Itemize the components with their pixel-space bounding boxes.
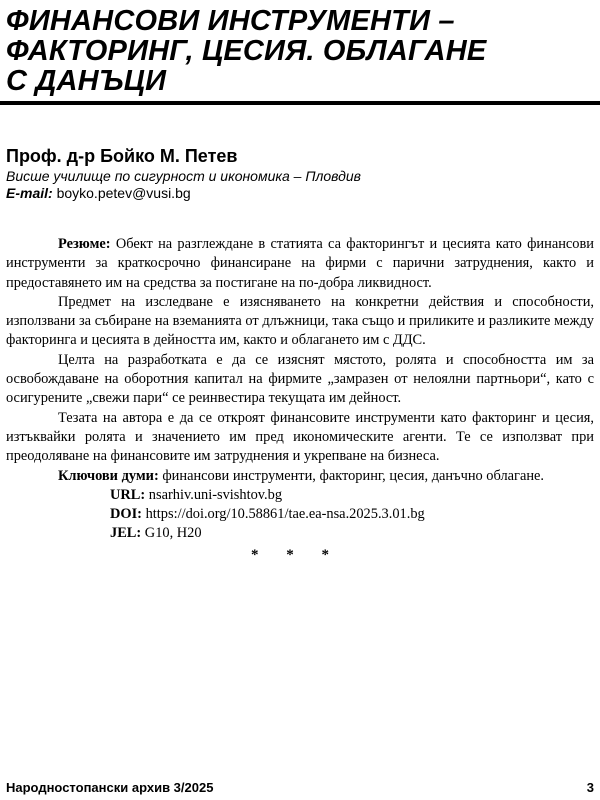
abstract-paragraph-1-text: Обект на разглеждане в статията са факторингът и цесията като финансови инструменти за краткосрочно финансиране на фирми с парични затруднения, както и предоставянето им на средства за постигане на по-добра ликвидност. <box>6 236 594 291</box>
abstract-paragraph-2: Предмет на изследване е изясняването на конкретни действия и способности, използвани за събиране на вземанията от длъжници, така също и приликите и разликите между факторинга и цесията в дейността им, както и облагането им с ДДС. <box>6 293 594 349</box>
email-address[interactable]: boyko.petev@vusi.bg <box>56 185 191 201</box>
jel-label: JEL: <box>110 525 142 542</box>
jel-line <box>6 524 594 543</box>
title-line-3: С ДАНЪЦИ <box>6 65 167 97</box>
title-underline-rule <box>0 101 600 105</box>
abstract-label: Резюме: <box>58 236 111 252</box>
section-separator: * * * <box>251 546 341 563</box>
author-name: Проф. д-р Бойко М. Петев <box>6 146 238 166</box>
url-link[interactable]: nsarhiv.uni-svishtov.bg <box>148 486 283 503</box>
url-label: URL: <box>110 486 146 503</box>
author-affiliation: Висше училище по сигурност и икономика – Пловдив <box>6 168 361 184</box>
title-line-1: ФИНАНСОВИ ИНСТРУМЕНТИ – <box>6 5 455 37</box>
doi-label: DOI: <box>110 506 142 523</box>
keywords-line <box>6 467 594 486</box>
keywords-label: Ключови думи: <box>58 467 159 484</box>
jel-codes: G10, H20 <box>144 525 202 542</box>
email-line <box>6 185 594 202</box>
abstract-paragraph-3: Целта на разработката е да се изяснят мястото, ролята и способността им за освобождаване на оборотния капитал на фирмите „замразен от нелоялни партньори“, като с осигурените „свежи пари“ се реинвестира текущата им дейност. <box>6 351 594 407</box>
abstract-paragraph-1 <box>6 235 594 293</box>
url-line <box>6 486 594 505</box>
author-block <box>6 145 594 202</box>
footer-page-number: 3 <box>586 780 594 795</box>
email-label: E-mail: <box>6 185 53 201</box>
abstract-section <box>6 235 594 565</box>
doi-link[interactable]: https://doi.org/10.58861/tae.ea-nsa.2025.3.01.bg <box>145 506 425 523</box>
footer-journal-title: Народностопански архив 3/2025 <box>6 780 214 795</box>
abstract-paragraph-4: Тезата на автора е да се откроят финансовите инструменти като факторинг и цесия, изтъквайки ролята и значението им пред икономическите агенти. Те се използват при преодоляване на финансовите им затруднения и укрепване на бизнеса. <box>6 409 594 465</box>
doi-line <box>6 505 594 524</box>
keywords-value: финансови инструменти, факторинг, цесия, данъчно облагане. <box>162 467 545 484</box>
article-title <box>6 6 594 96</box>
page-footer <box>6 780 594 796</box>
title-line-2: ФАКТОРИНГ, ЦЕСИЯ. ОБЛАГАНЕ <box>6 35 487 67</box>
